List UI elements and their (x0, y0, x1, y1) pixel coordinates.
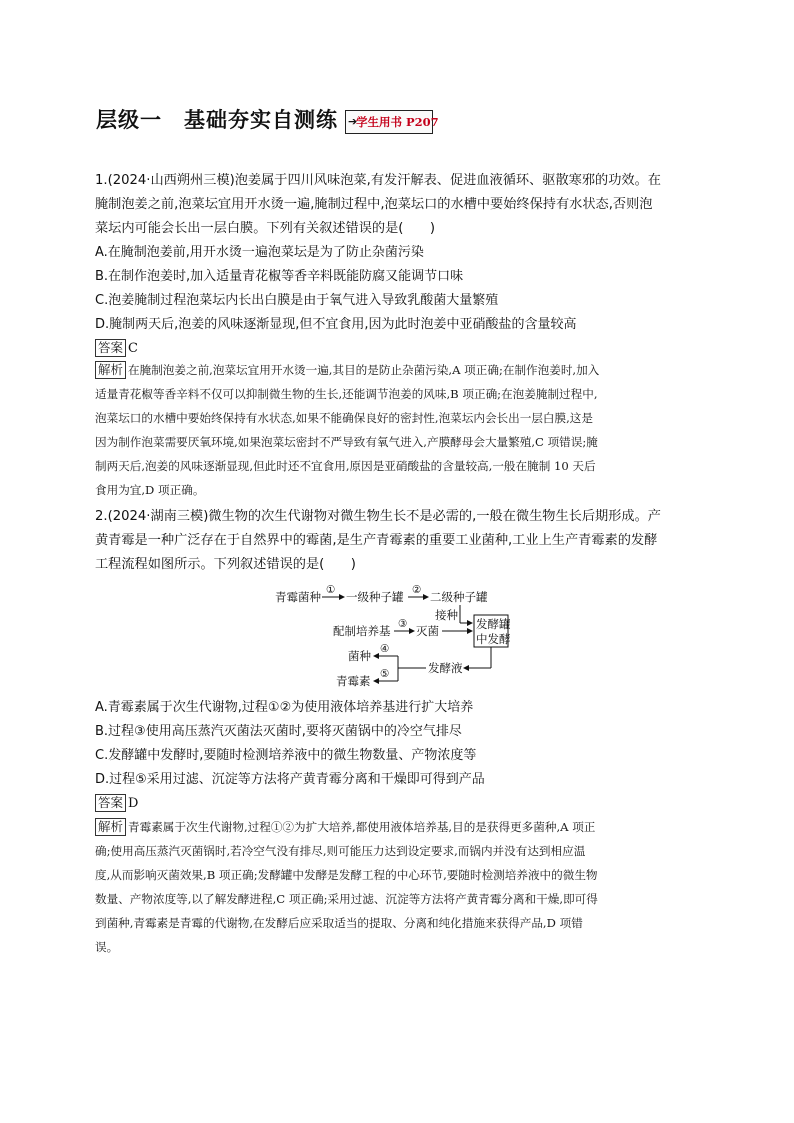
q1-analysis-line-1 (95, 360, 599, 381)
q1-answer-value: C (128, 341, 138, 356)
heading-level: 层级一 (96, 108, 162, 132)
flow-step-5: ⑤ (380, 668, 390, 680)
q1-option-d: D.腌制两天后,泡姜的风味逐渐显现,但不宜食用,因为此时泡姜中亚硝酸盐的含量较高 (95, 317, 577, 332)
section-heading (96, 104, 338, 134)
q2-option-d: D.过程⑤采用过滤、沉淀等方法将产黄青霉分离和干燥即可得到产品 (95, 772, 485, 787)
q1-stem-line-2: 腌制泡姜之前,泡菜坛宜用开水烫一遍,腌制过程中,泡菜坛口的水槽中要始终保持有水状态,否则泡 (95, 197, 653, 212)
flow-sterilize: 灭菌 (416, 624, 439, 638)
q2-analysis-line-2: 确;使用高压蒸汽灭菌锅时,若冷空气没有排尽,则可能压力达到设定要求,而锅内并没有达到相应温 (95, 844, 586, 858)
q1-analysis-line-3: 泡菜坛口的水槽中要始终保持有水状态,如果不能确保良好的密封性,泡菜坛内会长出一层白膜,这是 (95, 411, 593, 425)
q2-analysis-line-5: 到菌种,青霉素是青霉的代谢物,在发酵后应采取适当的提取、分离和纯化措施来获得产品,D 项错 (95, 916, 583, 930)
flow-step-3: ③ (398, 618, 408, 630)
flow-broth: 发酵液 (428, 661, 463, 675)
q2-answer (95, 793, 138, 815)
flow-medium: 配制培养基 (333, 624, 391, 638)
student-book-reference[interactable] (345, 110, 439, 134)
q2-analysis-line-4: 数量、产物浓度等,以了解发酵进程,C 项正确;采用过滤、沉淀等方法将产黄青霉分离和干燥,即可得 (95, 892, 598, 906)
q1-option-b: B.在制作泡姜时,加入适量青花椒等香辛料既能防腐又能调节口味 (95, 269, 464, 284)
q1-analysis-line-6: 食用为宜,D 项正确。 (95, 483, 205, 497)
flow-seed-tank-1: 一级种子罐 (346, 590, 404, 604)
flow-fermenter-line-2: 中发酵 (476, 632, 510, 646)
q2-option-c: C.发酵罐中发酵时,要随时检测培养液中的微生物数量、产物浓度等 (95, 748, 477, 763)
flow-fermenter-line-1: 发酵罐 (476, 617, 510, 631)
q1-analysis-text-1: 在腌制泡姜之前,泡菜坛宜用开水烫一遍,其目的是防止杂菌污染,A 项正确;在制作泡姜时,加入 (128, 363, 600, 377)
answer-label: 答案 (95, 794, 126, 812)
flow-cells: 菌种 (348, 649, 371, 663)
flow-seed-tank-2: 二级种子罐 (430, 590, 488, 604)
flow-step-2: ② (412, 585, 422, 596)
flow-penicillin: 青霉素 (336, 674, 371, 688)
q2-option-b: B.过程③使用高压蒸汽灭菌法灭菌时,要将灭菌锅中的冷空气排尽 (95, 724, 462, 739)
q1-analysis-line-4: 因为制作泡菜需要厌氧环境,如果泡菜坛密封不严导致有氧气进入,产膜酵母会大量繁殖,C 项错误;腌 (95, 435, 598, 449)
arrow-icon: ➔ (348, 115, 358, 128)
fermentation-flow-diagram (270, 585, 510, 690)
q1-answer (95, 338, 138, 360)
flow-step-4: ④ (380, 643, 390, 655)
q2-analysis-text-1: 青霉素属于次生代谢物,过程①②为扩大培养,都使用液体培养基,目的是获得更多菌种,A 项正 (128, 820, 596, 834)
q1-analysis-line-5: 制两天后,泡姜的风味逐渐显现,但此时还不宜食用,原因是亚硝酸盐的含量较高,一般在腌制 10 天后 (95, 459, 596, 473)
answer-label: 答案 (95, 339, 126, 357)
q2-stem-line-1: 2.(2024·湖南三模)微生物的次生代谢物对微生物生长不是必需的,一般在微生物生长后期形成。产 (95, 509, 661, 524)
flow-inoculate: 接种 (435, 608, 458, 622)
analysis-label: 解析 (95, 818, 126, 836)
q1-stem-line-3: 菜坛内可能会长出一层白膜。下列有关叙述错误的是( ) (95, 221, 435, 236)
flow-step-1: ① (326, 585, 336, 596)
q2-stem-line-2: 黄青霉是一种广泛存在于自然界中的霉菌,是生产青霉素的重要工业菌种,工业上生产青霉素的发酵 (95, 533, 658, 548)
heading-title: 基础夯实自测练 (184, 108, 338, 132)
q1-option-a: A.在腌制泡姜前,用开水烫一遍泡菜坛是为了防止杂菌污染 (95, 245, 424, 260)
q1-stem-line-1: 1.(2024·山西朔州三模)泡姜属于四川风味泡菜,有发汗解表、促进血液循环、驱散寒邪的功效。在 (95, 173, 661, 188)
q2-analysis-line-3: 度,从而影响灭菌效果,B 项正确;发酵罐中发酵是发酵工程的中心环节,要随时检测培养液中的微生物 (95, 868, 598, 882)
q1-option-c: C.泡姜腌制过程泡菜坛内长出白膜是由于氧气进入导致乳酸菌大量繁殖 (95, 293, 499, 308)
q2-analysis-line-6: 误。 (95, 940, 119, 954)
flow-strain: 青霉菌种 (275, 590, 321, 604)
q2-stem-line-3: 工程流程如图所示。下列叙述错误的是( ) (95, 557, 356, 572)
q2-answer-value: D (128, 796, 139, 811)
q1-analysis-line-2: 适量青花椒等香辛料不仅可以抑制微生物的生长,还能调节泡姜的风味,B 项正确;在泡姜腌制过程中, (95, 387, 598, 401)
q2-option-a: A.青霉素属于次生代谢物,过程①②为使用液体培养基进行扩大培养 (95, 700, 474, 715)
student-book-page: 学生用书 P207 (356, 115, 439, 129)
analysis-label: 解析 (95, 361, 126, 379)
q2-analysis-line-1 (95, 817, 595, 838)
